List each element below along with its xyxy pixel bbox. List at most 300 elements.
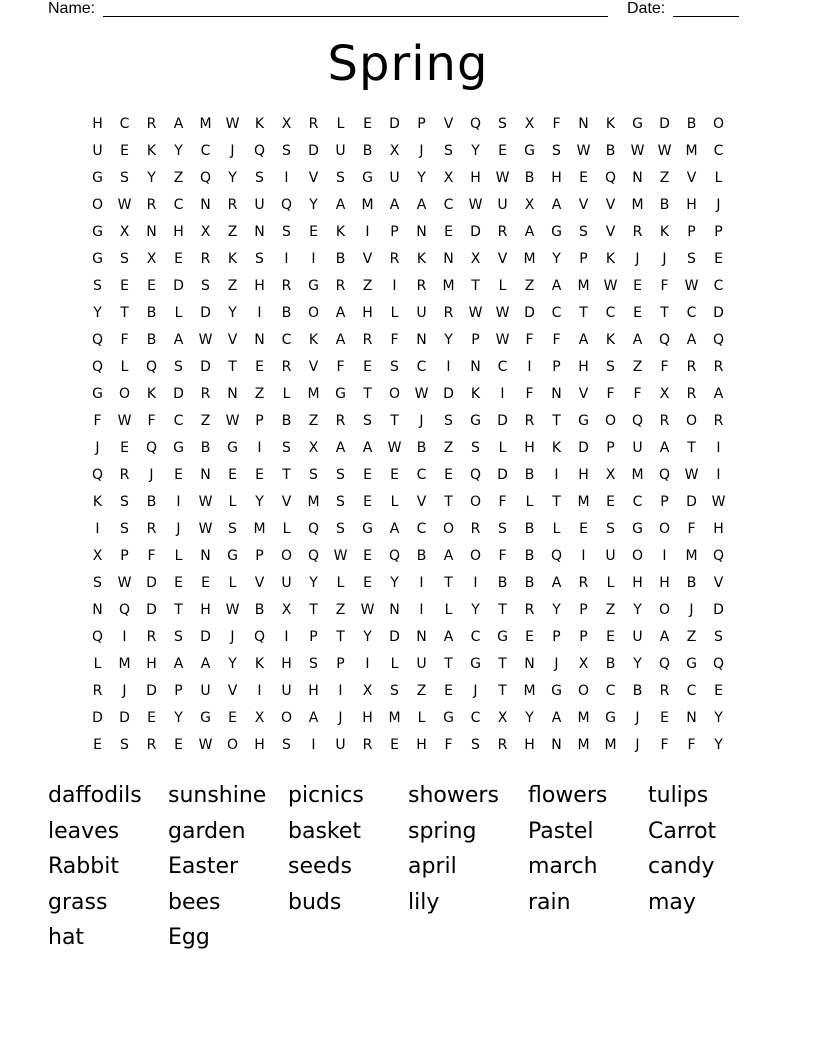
grid-letter: P <box>471 332 480 348</box>
grid-letter: X <box>308 440 319 456</box>
grid-letter: U <box>254 197 265 213</box>
grid-letter: V <box>308 359 319 375</box>
grid-letter: A <box>713 386 724 402</box>
grid-letter: U <box>497 197 508 213</box>
grid-letter: K <box>227 251 238 267</box>
grid-letter: E <box>390 737 399 753</box>
grid-letter: L <box>444 602 453 618</box>
grid-letter: E <box>93 737 102 753</box>
grid-letter: Q <box>91 467 104 483</box>
grid-letter: X <box>281 602 292 618</box>
grid-letter: C <box>686 305 697 321</box>
grid-letter: W <box>333 548 348 564</box>
grid-letter: R <box>362 332 373 348</box>
word-list-item: lily <box>408 889 440 915</box>
grid-letter: O <box>226 737 239 753</box>
grid-letter: X <box>605 467 616 483</box>
grid-letter: A <box>551 197 562 213</box>
grid-letter: Z <box>605 602 616 618</box>
grid-letter: I <box>527 359 532 375</box>
grid-letter: W <box>576 143 591 159</box>
grid-letter: R <box>686 386 697 402</box>
grid-letter: I <box>473 575 478 591</box>
grid-letter: A <box>173 332 184 348</box>
grid-letter: P <box>255 413 264 429</box>
grid-letter: W <box>225 602 240 618</box>
grid-letter: F <box>498 494 507 510</box>
grid-letter: V <box>281 494 292 510</box>
name-field-line[interactable] <box>103 0 608 17</box>
grid-letter: S <box>282 440 291 456</box>
grid-letter: T <box>363 386 372 402</box>
word-list-item: basket <box>288 818 362 844</box>
grid-row <box>84 732 732 759</box>
grid-letter: H <box>524 440 535 456</box>
grid-letter: V <box>713 575 724 591</box>
grid-letter: Q <box>280 197 293 213</box>
grid-letter: C <box>416 359 427 375</box>
grid-letter: D <box>200 629 211 645</box>
grid-letter: X <box>254 710 265 726</box>
grid-letter: S <box>282 224 291 240</box>
grid-letter: S <box>552 143 561 159</box>
grid-letter: G <box>524 143 535 159</box>
grid-letter: B <box>497 575 508 591</box>
grid-letter: U <box>416 656 427 672</box>
grid-letter: E <box>147 710 156 726</box>
grid-letter: D <box>659 116 670 132</box>
grid-letter: N <box>443 251 454 267</box>
grid-letter: M <box>523 683 536 699</box>
grid-letter: M <box>307 494 320 510</box>
grid-letter: H <box>173 224 184 240</box>
grid-letter: A <box>443 548 454 564</box>
grid-letter: Y <box>444 332 453 348</box>
grid-letter: H <box>200 602 211 618</box>
grid-letter: I <box>311 737 316 753</box>
grid-letter: K <box>308 332 319 348</box>
grid-letter: S <box>336 467 345 483</box>
grid-letter: F <box>687 737 696 753</box>
word-list-item: hat <box>48 925 85 950</box>
grid-letter: D <box>146 575 157 591</box>
grid-letter: U <box>281 683 292 699</box>
grid-row <box>84 570 732 597</box>
grid-letter: H <box>362 305 373 321</box>
grid-letter: K <box>416 251 427 267</box>
grid-row <box>84 246 732 273</box>
grid-letter: E <box>525 629 534 645</box>
grid-letter: L <box>228 494 237 510</box>
grid-letter: X <box>470 251 481 267</box>
grid-letter: J <box>662 251 667 267</box>
grid-letter: D <box>497 413 508 429</box>
grid-letter: N <box>416 629 427 645</box>
grid-letter: Q <box>712 548 725 564</box>
grid-letter: A <box>335 197 346 213</box>
grid-letter: E <box>120 278 129 294</box>
grid-letter: W <box>495 332 510 348</box>
grid-letter: D <box>389 116 400 132</box>
grid-letter: Q <box>145 440 158 456</box>
grid-letter: J <box>689 602 694 618</box>
grid-letter: S <box>120 494 129 510</box>
grid-row <box>84 597 732 624</box>
grid-letter: K <box>659 224 670 240</box>
grid-letter: I <box>365 224 370 240</box>
grid-letter: X <box>524 197 535 213</box>
grid-letter: H <box>524 737 535 753</box>
grid-letter: I <box>419 575 424 591</box>
grid-letter: S <box>336 170 345 186</box>
grid-letter: Q <box>631 413 644 429</box>
word-list-item: rain <box>528 889 571 915</box>
grid-letter: Y <box>525 710 534 726</box>
grid-row <box>84 300 732 327</box>
grid-letter: J <box>149 467 154 483</box>
grid-letter: N <box>254 224 265 240</box>
grid-letter: Q <box>91 359 104 375</box>
word-list-item: seeds <box>288 854 352 879</box>
grid-letter: I <box>122 629 127 645</box>
grid-letter: M <box>361 197 374 213</box>
grid-letter: Q <box>658 656 671 672</box>
grid-letter: W <box>468 305 483 321</box>
grid-letter: N <box>470 359 481 375</box>
grid-letter: W <box>360 602 375 618</box>
grid-letter: O <box>631 548 644 564</box>
grid-letter: R <box>686 359 697 375</box>
grid-letter: I <box>284 170 289 186</box>
grid-letter: W <box>198 494 213 510</box>
grid-letter: H <box>92 116 103 132</box>
grid-letter: G <box>92 386 103 402</box>
grid-letter: S <box>471 737 480 753</box>
grid-letter: W <box>198 332 213 348</box>
grid-letter: D <box>308 143 319 159</box>
grid-letter: P <box>714 224 723 240</box>
grid-letter: I <box>176 494 181 510</box>
grid-letter: N <box>389 602 400 618</box>
grid-letter: F <box>633 386 642 402</box>
grid-letter: L <box>390 305 399 321</box>
grid-letter: J <box>716 197 721 213</box>
grid-letter: X <box>119 224 130 240</box>
grid-letter: K <box>605 116 616 132</box>
grid-letter: O <box>118 386 131 402</box>
grid-letter: L <box>606 575 615 591</box>
grid-letter: C <box>713 278 724 294</box>
grid-row <box>84 462 732 489</box>
grid-letter: M <box>577 710 590 726</box>
date-label: Date: <box>627 0 666 17</box>
grid-letter: R <box>335 278 346 294</box>
grid-letter: W <box>117 197 132 213</box>
grid-letter: U <box>389 170 400 186</box>
grid-letter: S <box>309 656 318 672</box>
word-search-grid <box>84 111 732 759</box>
grid-letter: E <box>660 710 669 726</box>
grid-letter: D <box>173 278 184 294</box>
grid-letter: H <box>632 575 643 591</box>
grid-letter: Z <box>227 278 238 294</box>
grid-letter: R <box>713 413 724 429</box>
grid-letter: P <box>390 224 399 240</box>
grid-letter: E <box>309 224 318 240</box>
grid-letter: I <box>581 548 586 564</box>
grid-letter: T <box>471 278 480 294</box>
grid-letter: R <box>497 737 508 753</box>
grid-letter: T <box>552 494 561 510</box>
grid-letter: W <box>414 386 429 402</box>
grid-letter: S <box>201 278 210 294</box>
grid-letter: R <box>524 602 535 618</box>
grid-letter: Y <box>309 197 318 213</box>
word-list-item: Carrot <box>648 818 717 844</box>
grid-letter: F <box>147 413 156 429</box>
grid-letter: I <box>446 359 451 375</box>
grid-letter: B <box>524 548 535 564</box>
grid-letter: D <box>92 710 103 726</box>
grid-letter: E <box>174 575 183 591</box>
grid-letter: U <box>92 143 103 159</box>
grid-letter: Z <box>173 170 184 186</box>
grid-letter: G <box>632 521 643 537</box>
grid-letter: E <box>174 737 183 753</box>
date-field-line[interactable] <box>673 0 739 17</box>
grid-letter: G <box>92 224 103 240</box>
grid-letter: D <box>686 494 697 510</box>
grid-letter: V <box>362 251 373 267</box>
grid-letter: W <box>657 143 672 159</box>
grid-letter: U <box>335 737 346 753</box>
grid-letter: D <box>200 305 211 321</box>
grid-letter: R <box>146 737 157 753</box>
grid-letter: H <box>416 737 427 753</box>
grid-letter: R <box>632 224 643 240</box>
grid-letter: V <box>254 575 265 591</box>
grid-row <box>84 354 732 381</box>
grid-letter: B <box>524 575 535 591</box>
grid-letter: H <box>281 656 292 672</box>
grid-letter: Q <box>118 602 131 618</box>
word-list-item: Easter <box>168 854 239 879</box>
grid-letter: A <box>335 332 346 348</box>
grid-letter: S <box>228 521 237 537</box>
grid-letter: I <box>257 683 262 699</box>
grid-letter: F <box>660 359 669 375</box>
grid-letter: G <box>335 386 346 402</box>
grid-letter: N <box>146 224 157 240</box>
grid-letter: F <box>120 332 129 348</box>
grid-letter: R <box>281 278 292 294</box>
grid-letter: Y <box>390 575 399 591</box>
grid-letter: I <box>95 521 100 537</box>
grid-letter: N <box>92 602 103 618</box>
grid-letter: B <box>254 602 265 618</box>
grid-letter: G <box>605 710 616 726</box>
grid-letter: D <box>578 440 589 456</box>
grid-letter: F <box>660 278 669 294</box>
grid-letter: H <box>308 683 319 699</box>
grid-letter: Z <box>686 629 697 645</box>
grid-letter: I <box>500 386 505 402</box>
grid-letter: N <box>551 737 562 753</box>
grid-letter: U <box>632 440 643 456</box>
grid-letter: O <box>577 683 590 699</box>
grid-letter: N <box>200 548 211 564</box>
grid-letter: C <box>119 116 130 132</box>
grid-letter: U <box>605 548 616 564</box>
word-list-item: march <box>528 854 598 879</box>
grid-letter: K <box>605 332 616 348</box>
grid-letter: S <box>363 413 372 429</box>
grid-letter: D <box>524 305 535 321</box>
grid-letter: W <box>198 737 213 753</box>
grid-letter: G <box>200 710 211 726</box>
grid-row <box>84 435 732 462</box>
grid-letter: P <box>120 548 129 564</box>
word-list-item: april <box>408 854 457 879</box>
grid-letter: Q <box>550 548 563 564</box>
grid-letter: N <box>551 386 562 402</box>
grid-letter: F <box>606 386 615 402</box>
grid-letter: M <box>118 656 131 672</box>
grid-letter: A <box>686 332 697 348</box>
grid-letter: W <box>198 521 213 537</box>
grid-letter: Q <box>658 467 671 483</box>
grid-letter: S <box>120 521 129 537</box>
grid-letter: V <box>497 251 508 267</box>
grid-letter: F <box>660 737 669 753</box>
grid-letter: H <box>362 710 373 726</box>
grid-letter: S <box>471 440 480 456</box>
grid-letter: E <box>363 575 372 591</box>
grid-letter: O <box>685 413 698 429</box>
word-list-item: picnics <box>288 783 364 808</box>
grid-letter: F <box>444 737 453 753</box>
grid-letter: S <box>174 359 183 375</box>
grid-letter: X <box>362 683 373 699</box>
grid-letter: Q <box>307 521 320 537</box>
grid-row <box>84 516 732 543</box>
grid-letter: B <box>524 521 535 537</box>
grid-letter: S <box>336 494 345 510</box>
grid-letter: C <box>173 197 184 213</box>
grid-letter: Y <box>174 710 183 726</box>
grid-letter: K <box>254 656 265 672</box>
header <box>48 0 748 20</box>
grid-letter: O <box>388 386 401 402</box>
grid-letter: K <box>146 143 157 159</box>
grid-letter: C <box>551 305 562 321</box>
grid-letter: M <box>253 521 266 537</box>
grid-letter: Z <box>416 683 427 699</box>
grid-letter: N <box>632 170 643 186</box>
grid-letter: Z <box>335 602 346 618</box>
grid-letter: G <box>632 116 643 132</box>
grid-letter: Y <box>309 575 318 591</box>
grid-letter: E <box>363 359 372 375</box>
grid-letter: A <box>659 440 670 456</box>
grid-letter: Y <box>147 170 156 186</box>
grid-letter: U <box>416 305 427 321</box>
grid-letter: E <box>390 467 399 483</box>
grid-letter: L <box>714 170 723 186</box>
grid-row <box>84 273 732 300</box>
grid-letter: K <box>335 224 346 240</box>
grid-letter: S <box>606 359 615 375</box>
grid-letter: N <box>227 386 238 402</box>
grid-letter: B <box>146 494 157 510</box>
grid-letter: E <box>579 170 588 186</box>
grid-letter: S <box>255 170 264 186</box>
grid-letter: E <box>174 251 183 267</box>
grid-letter: Y <box>714 710 723 726</box>
grid-letter: H <box>551 170 562 186</box>
grid-letter: B <box>335 251 346 267</box>
grid-letter: C <box>200 143 211 159</box>
word-list <box>48 778 768 956</box>
grid-letter: J <box>635 737 640 753</box>
grid-letter: P <box>417 116 426 132</box>
grid-letter: J <box>473 683 478 699</box>
grid-letter: T <box>498 602 507 618</box>
grid-letter: I <box>716 440 721 456</box>
grid-letter: J <box>122 683 127 699</box>
grid-letter: G <box>470 413 481 429</box>
grid-letter: S <box>120 170 129 186</box>
grid-letter: G <box>470 656 481 672</box>
grid-letter: Q <box>712 656 725 672</box>
grid-letter: X <box>497 710 508 726</box>
grid-letter: S <box>390 359 399 375</box>
grid-letter: A <box>335 440 346 456</box>
grid-letter: A <box>173 656 184 672</box>
grid-letter: G <box>686 656 697 672</box>
word-list-item: buds <box>288 889 342 915</box>
grid-letter: P <box>336 656 345 672</box>
grid-letter: G <box>173 440 184 456</box>
grid-letter: R <box>713 359 724 375</box>
grid-letter: T <box>120 305 129 321</box>
grid-letter: T <box>552 413 561 429</box>
grid-letter: A <box>443 629 454 645</box>
grid-row <box>84 165 732 192</box>
grid-letter: E <box>633 278 642 294</box>
grid-letter: C <box>470 710 481 726</box>
grid-letter: E <box>228 467 237 483</box>
grid-letter: A <box>335 305 346 321</box>
grid-letter: F <box>390 332 399 348</box>
name-label: Name: <box>48 0 96 17</box>
grid-letter: K <box>470 386 481 402</box>
grid-letter: S <box>390 683 399 699</box>
grid-letter: A <box>551 575 562 591</box>
grid-letter: B <box>281 413 292 429</box>
grid-letter: R <box>92 683 103 699</box>
grid-letter: E <box>201 575 210 591</box>
grid-letter: I <box>716 467 721 483</box>
grid-row <box>84 543 732 570</box>
grid-letter: G <box>551 224 562 240</box>
grid-letter: O <box>469 548 482 564</box>
grid-letter: I <box>311 251 316 267</box>
grid-letter: X <box>200 224 211 240</box>
grid-letter: E <box>633 305 642 321</box>
grid-letter: X <box>659 386 670 402</box>
grid-letter: Y <box>471 602 480 618</box>
